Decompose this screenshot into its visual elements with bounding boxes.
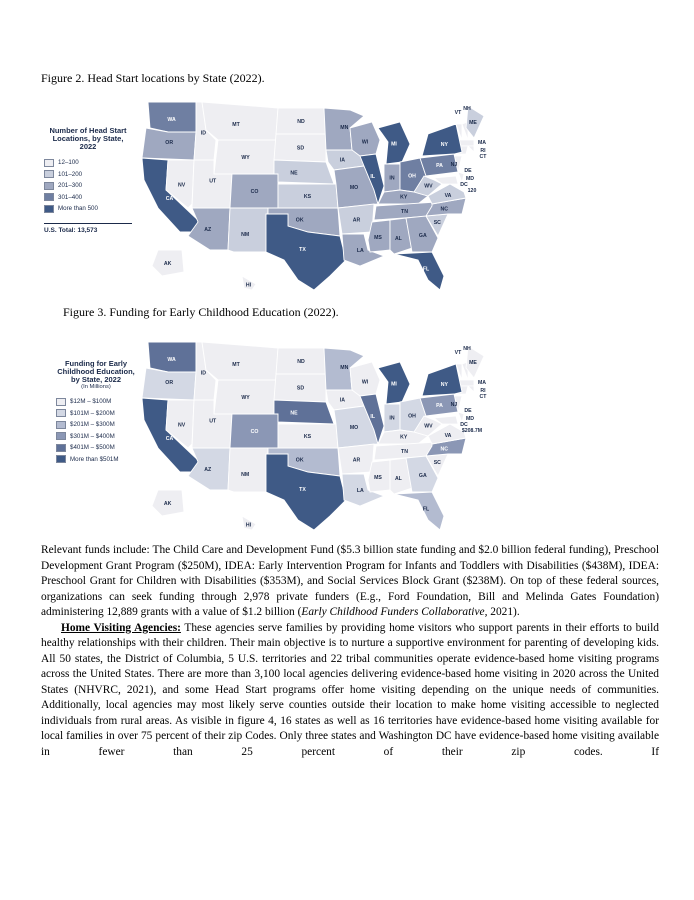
legend-swatch bbox=[56, 421, 66, 429]
us-map-funding bbox=[138, 340, 498, 530]
state-label: LA bbox=[356, 488, 364, 494]
figure-3-caption: Figure 3. Funding for Early Childhood Education (2022). bbox=[63, 305, 339, 319]
legend-list bbox=[56, 396, 136, 465]
state-label: AL bbox=[394, 476, 402, 482]
legend-swatch bbox=[56, 398, 66, 406]
state-label: OK bbox=[295, 457, 304, 464]
state-ri bbox=[468, 386, 474, 392]
state-label: UT bbox=[209, 418, 217, 425]
state-label: NC bbox=[440, 206, 449, 213]
state-label: PA bbox=[436, 403, 443, 409]
state-label: MO bbox=[349, 425, 359, 431]
state-label: VA bbox=[444, 192, 452, 199]
state-label: WV bbox=[424, 183, 433, 190]
state-label: OR bbox=[165, 380, 174, 386]
state-ri bbox=[468, 146, 474, 152]
legend-title: Funding for Early Childhood Education, by State, 2022 bbox=[57, 359, 135, 384]
state-label: NJ bbox=[450, 402, 458, 408]
state-label: DE bbox=[464, 168, 472, 174]
state-label: WA bbox=[167, 117, 176, 124]
state-label: TX bbox=[299, 487, 306, 494]
legend-label: More than 500 bbox=[58, 205, 98, 213]
state-label: MO bbox=[349, 185, 359, 191]
state-label: VT bbox=[454, 110, 462, 116]
state-label: AR bbox=[352, 457, 361, 464]
legend-row bbox=[56, 419, 136, 431]
paragraph-funds-text: Relevant funds include: The Child Care and Development Fund ($5.3 billion state funding and $2.0 billion federal funding), Preschool Development Grant Program ($250M), IDEA: Early Intervention Program for Infants and Toddlers with Disabilities ($438M), IDEA: Preschool Grant for Children with Disabilities ($353M), and Social Services Block Grant ($238M). On top of these federal sources, organizations can seek funding through 2,978 private funders (E.g., Ford Foundation, Bill and Melinda Gates Foundation) administering 12,889 grants with a value of $1.2 billion ( bbox=[41, 544, 659, 618]
legend-swatch bbox=[44, 193, 54, 201]
legend-row bbox=[44, 169, 132, 181]
figure-3-legend bbox=[56, 360, 136, 465]
legend-row bbox=[56, 396, 136, 408]
state-label: ID bbox=[200, 130, 206, 137]
state-label: VT bbox=[454, 350, 462, 356]
citation: Early Childhood Funders Collaborative, bbox=[301, 606, 488, 618]
state-label: IN bbox=[389, 175, 395, 182]
legend-swatch bbox=[44, 159, 54, 167]
figure-2-caption: Figure 2. Head Start locations by State (2022). bbox=[41, 71, 265, 85]
state-label: KS bbox=[303, 194, 312, 200]
state-fl bbox=[394, 492, 444, 530]
legend-swatch bbox=[56, 432, 66, 440]
state-label: CT bbox=[479, 154, 487, 160]
legend-label: $201M – $300M bbox=[70, 421, 115, 429]
state-label: DC bbox=[460, 182, 468, 188]
legend-swatch bbox=[44, 182, 54, 190]
state-label: OK bbox=[295, 217, 304, 224]
state-fl bbox=[394, 252, 444, 290]
state-label: GA bbox=[418, 233, 427, 240]
state-label: DE bbox=[464, 408, 472, 414]
state-label: AR bbox=[352, 217, 361, 224]
legend-title: Number of Head Start Locations, by State, 2022 bbox=[49, 126, 127, 151]
legend-row bbox=[44, 192, 132, 204]
legend-label: $12M – $100M bbox=[70, 398, 112, 406]
state-label: KY bbox=[400, 434, 408, 441]
state-label: MD bbox=[465, 416, 475, 422]
state-mt bbox=[202, 342, 278, 380]
state-label: HI bbox=[245, 282, 252, 289]
state-label: UT bbox=[209, 178, 217, 185]
state-label: NJ bbox=[450, 162, 458, 168]
legend-swatch bbox=[56, 444, 66, 452]
state-label: IA bbox=[339, 397, 345, 404]
state-label: NY bbox=[440, 142, 449, 148]
legend-label: $301M – $400M bbox=[70, 432, 115, 440]
state-label: AZ bbox=[204, 467, 212, 473]
state-label: LA bbox=[356, 248, 364, 254]
state-label: WY bbox=[241, 155, 250, 161]
legend-label: 201–300 bbox=[58, 182, 83, 190]
legend-label: $401M – $500M bbox=[70, 444, 115, 452]
legend-swatch bbox=[44, 205, 54, 213]
state-label: TN bbox=[401, 209, 408, 215]
state-label: NM bbox=[241, 472, 250, 478]
state-label: AZ bbox=[204, 227, 212, 233]
state-de bbox=[458, 412, 464, 422]
state-label: SD bbox=[296, 385, 305, 392]
state-label: MD bbox=[465, 176, 475, 182]
state-label: MA bbox=[477, 380, 487, 386]
state-label: NE bbox=[290, 170, 298, 177]
state-label: NE bbox=[290, 410, 298, 417]
state-label: NC bbox=[440, 446, 449, 453]
us-map-head-start bbox=[138, 100, 498, 290]
legend-row bbox=[56, 431, 136, 443]
state-label: OR bbox=[165, 140, 174, 146]
state-ny bbox=[422, 124, 462, 156]
state-label: IL bbox=[370, 174, 376, 180]
state-label: NM bbox=[241, 232, 250, 238]
dc-value: $208.7M bbox=[461, 428, 483, 434]
state-label: RI bbox=[480, 148, 486, 154]
state-label: ND bbox=[297, 119, 305, 125]
state-label: ME bbox=[469, 360, 477, 366]
legend-label: 301–400 bbox=[58, 193, 83, 201]
legend-row bbox=[56, 408, 136, 420]
legend-row bbox=[44, 157, 132, 169]
state-label: CT bbox=[479, 394, 487, 400]
paragraph-funds bbox=[41, 543, 659, 621]
legend-swatch bbox=[44, 170, 54, 178]
state-label: VA bbox=[444, 432, 452, 439]
state-label: OH bbox=[408, 413, 416, 420]
us-total: U.S. Total: 13,573 bbox=[44, 223, 132, 234]
state-label: CO bbox=[250, 189, 259, 195]
state-label: TN bbox=[401, 449, 408, 455]
state-label: SC bbox=[433, 220, 441, 226]
state-label: NY bbox=[440, 382, 449, 388]
state-label: ID bbox=[200, 370, 206, 377]
state-label: NV bbox=[177, 422, 186, 429]
state-label: KY bbox=[400, 194, 408, 201]
paragraph-funds-end: 2021). bbox=[487, 606, 520, 618]
state-label: MI bbox=[391, 381, 397, 388]
state-label: IA bbox=[339, 157, 345, 164]
legend-label: $101M – $200M bbox=[70, 409, 115, 417]
state-label: MS bbox=[374, 234, 382, 241]
state-label: NH bbox=[463, 106, 471, 112]
state-label: GA bbox=[418, 473, 427, 480]
state-label: TX bbox=[299, 247, 306, 254]
legend-subtitle: (In Millions) bbox=[81, 384, 111, 390]
state-nm bbox=[228, 208, 268, 252]
figure-2-legend bbox=[44, 127, 132, 234]
state-label: ME bbox=[469, 120, 477, 126]
state-label: FL bbox=[422, 266, 430, 273]
state-label: CO bbox=[250, 429, 259, 435]
legend-row bbox=[44, 180, 132, 192]
legend-swatch bbox=[56, 409, 66, 417]
state-label: RI bbox=[480, 388, 486, 394]
state-label: AK bbox=[163, 500, 172, 507]
state-label: KS bbox=[303, 434, 312, 440]
body-text bbox=[41, 543, 659, 760]
paragraph-home-visiting bbox=[41, 621, 659, 761]
section-heading: Home Visiting Agencies: bbox=[61, 621, 181, 634]
state-label: MN bbox=[340, 125, 349, 131]
state-nm bbox=[228, 448, 268, 492]
legend-row bbox=[56, 454, 136, 466]
legend-label: More than $501M bbox=[70, 455, 119, 463]
state-label: AK bbox=[163, 260, 172, 267]
state-label: MA bbox=[477, 140, 487, 146]
state-de bbox=[458, 172, 464, 182]
state-label: MI bbox=[391, 141, 397, 148]
state-label: IL bbox=[370, 414, 376, 420]
state-label: SC bbox=[433, 460, 441, 466]
legend-list bbox=[44, 157, 132, 215]
paragraph-home-visiting-text: These agencies serve families by providing home visitors who support parents in their efforts to build healthy relationships with their children. Their main objective is to nurture a supportive environment for parenting of developing kids. All 50 states, the District of Columbia, 5 U.S. territories and 22 tribal communities operate evidence-based home visiting programs across the United States. There are more than 3,100 local agencies delivering evidence-based home visiting in 2020 across the United States (NHVRC, 2021), and some Head Start programs offer home visiting depending on the unique needs of communities. Additionally, local agencies may most likely serve counties outside their location to make home visiting accessible to neglected individuals from rural areas. As visible in figure 4, 16 states as well as 16 territories have evidence-based home visiting available for local families in over 75 percent of their zip Codes. Only three states and Washington DC have evidence-based home visiting available in fewer than 25 percent of their zip codes. If bbox=[41, 621, 659, 758]
state-label: DC bbox=[460, 422, 468, 428]
state-label: WI bbox=[361, 379, 369, 386]
state-label: CA bbox=[165, 435, 174, 442]
state-label: AL bbox=[394, 236, 402, 242]
legend-label: 101–200 bbox=[58, 170, 83, 178]
state-label: OH bbox=[408, 173, 416, 180]
state-label: IN bbox=[389, 415, 395, 422]
state-ne bbox=[274, 400, 334, 424]
state-label: ND bbox=[297, 359, 305, 365]
state-label: NH bbox=[463, 346, 471, 352]
state-label: MT bbox=[232, 362, 240, 368]
state-label: HI bbox=[245, 522, 252, 529]
state-label: MS bbox=[374, 474, 382, 481]
state-label: WV bbox=[424, 423, 433, 430]
legend-row bbox=[56, 442, 136, 454]
legend-row bbox=[44, 203, 132, 215]
state-label: WY bbox=[241, 395, 250, 401]
dc-value: 120 bbox=[467, 188, 477, 194]
state-label: MT bbox=[232, 122, 240, 128]
state-label: CA bbox=[165, 195, 174, 202]
state-ny bbox=[422, 364, 462, 396]
state-label: MN bbox=[340, 365, 349, 371]
legend-label: 12–100 bbox=[58, 159, 79, 167]
state-label: NV bbox=[177, 182, 186, 189]
state-label: WA bbox=[167, 357, 176, 364]
state-label: PA bbox=[436, 163, 443, 169]
state-ne bbox=[274, 160, 334, 184]
state-label: FL bbox=[422, 506, 430, 513]
state-label: SD bbox=[296, 145, 305, 152]
state-mt bbox=[202, 102, 278, 140]
legend-swatch bbox=[56, 455, 66, 463]
state-label: WI bbox=[361, 139, 369, 146]
